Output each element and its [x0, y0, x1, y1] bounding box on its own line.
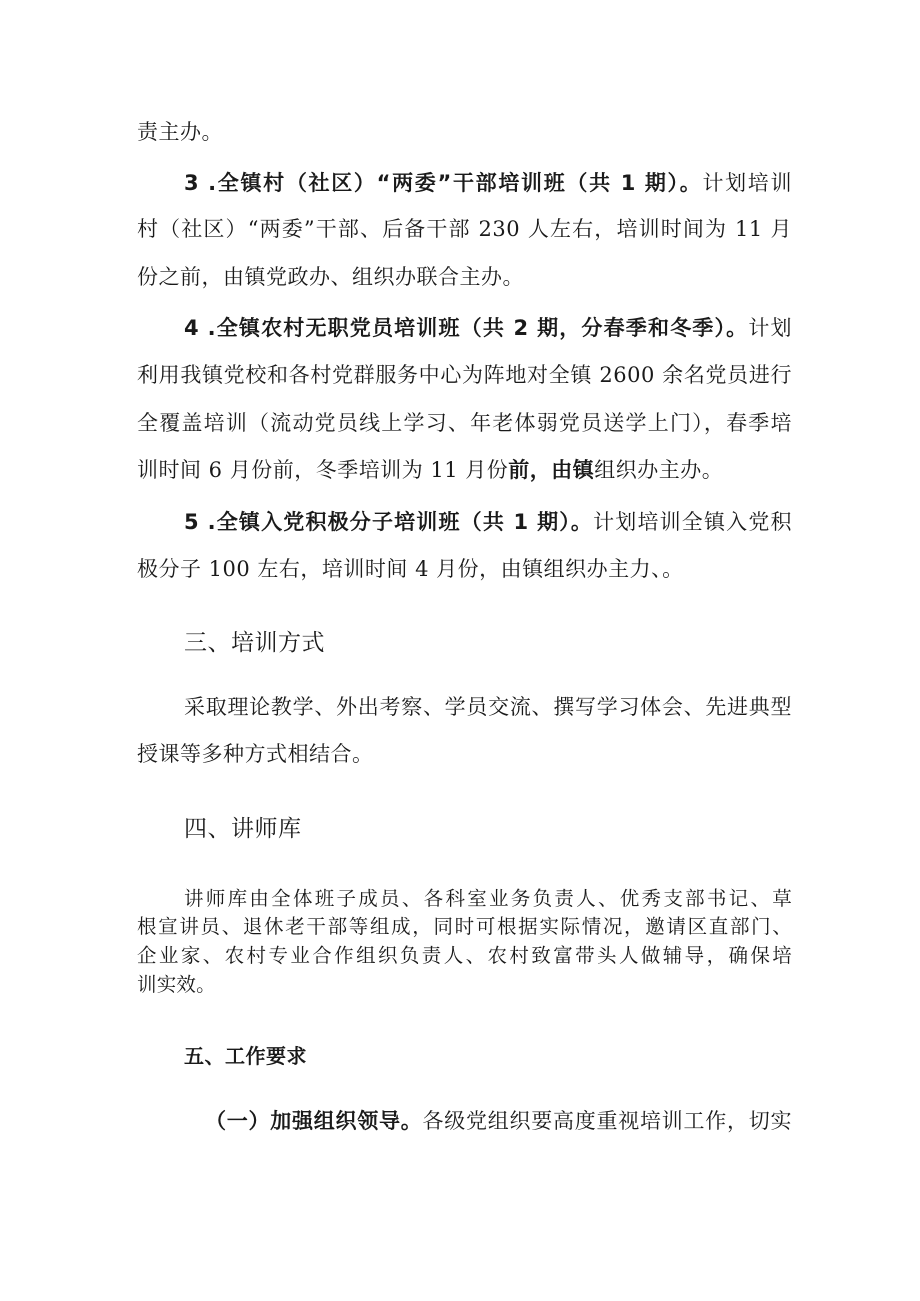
item-4-line-3 [137, 408, 792, 438]
item-5-title: 5 .全镇入党积极分子培训班（共 1 期）。 [184, 510, 594, 534]
text-line: 责主办。 [137, 120, 223, 144]
item-4-line-2 [137, 360, 792, 390]
method-line-1 [184, 692, 792, 722]
item-3-line-1 [184, 168, 792, 198]
text-run: 根宣讲员、退休老干部等组成，同时可根据实际情况，邀请区直部门、 [137, 915, 792, 938]
lecturer-line-4 [137, 970, 792, 1000]
section-heading-4: 四、讲师库 [184, 816, 302, 842]
text-run: 训实效。 [137, 973, 216, 996]
text-run: 计划培训全镇入党积 [593, 510, 792, 534]
paragraph-continuation [137, 117, 792, 147]
text-run: 村（社区）“两委”干部、后备干部 230 人左右，培训时间为 11 月 [137, 217, 792, 241]
text-run: 训时间 6 月份前，冬季培训为 11 月份 [137, 458, 509, 482]
lecturer-line-1 [184, 884, 792, 914]
section-heading-5: 五、工作要求 [184, 1044, 307, 1068]
lecturer-line-2 [137, 912, 792, 942]
text-run: 讲师库由全体班子成员、各科室业务负责人、优秀支部书记、草 [184, 887, 792, 910]
item-5-line-1 [184, 507, 792, 537]
text-run: 全覆盖培训（流动党员线上学习、年老体弱党员送学上门），春季培 [137, 411, 792, 435]
requirement-1-line-1 [205, 1106, 792, 1136]
text-run: 份之前，由镇党政办、组织办联合主办。 [137, 265, 524, 289]
requirement-1-title: （一）加强组织领导。 [205, 1109, 423, 1133]
text-run: 计划 [748, 316, 792, 340]
text-run: 采取理论教学、外出考察、学员交流、撰写学习体会、先进典型 [184, 695, 792, 719]
text-run: 组织办主办。 [594, 458, 724, 482]
text-run: 利用我镇党校和各村党群服务中心为阵地对全镇 2600 余名党员进行 [137, 363, 792, 387]
text-run: 极分子 100 左右，培训时间 4 月份，由镇组织办主力、。 [137, 557, 684, 581]
section-heading-3: 三、培训方式 [184, 630, 325, 656]
text-run: 授课等多种方式相结合。 [137, 742, 374, 766]
lecturer-line-3 [137, 941, 792, 971]
item-4-line-1 [184, 313, 792, 343]
bold-run: 前，由镇 [508, 458, 595, 482]
item-3-line-2 [137, 214, 792, 244]
item-3-line-3 [137, 262, 792, 292]
method-line-2 [137, 739, 792, 769]
item-5-line-2 [137, 554, 792, 584]
item-4-line-4 [137, 455, 792, 485]
item-3-title: 3 .全镇村（社区）“两委”干部培训班（共 1 期）。 [184, 171, 703, 195]
text-run: 企业家、农村专业合作组织负责人、农村致富带头人做辅导，确保培 [137, 944, 792, 967]
text-run: 各级党组织要高度重视培训工作，切实 [422, 1109, 792, 1133]
item-4-title: 4 .全镇农村无职党员培训班（共 2 期，分春季和冬季）。 [184, 316, 749, 340]
text-run: 计划培训 [702, 171, 792, 195]
